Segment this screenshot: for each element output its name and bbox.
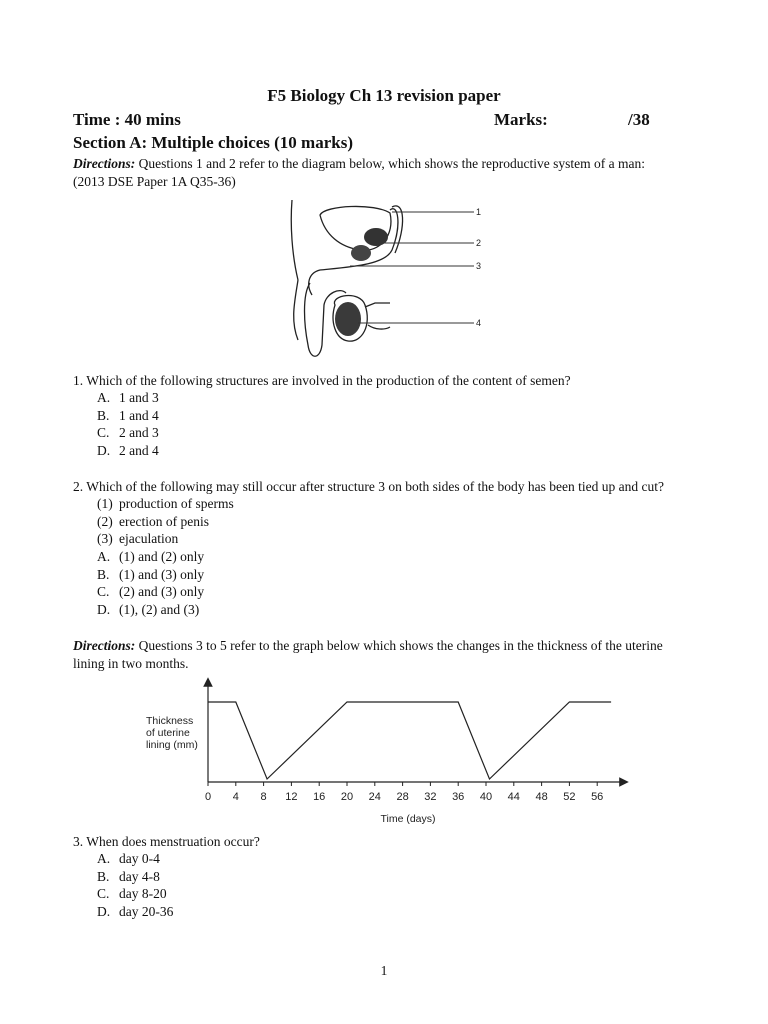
x-tick-label: 44	[507, 791, 520, 803]
q3-option-key: D.	[97, 903, 111, 919]
uterine-lining-chart	[140, 676, 630, 828]
q2-statement-key: (2)	[97, 513, 113, 529]
x-tick-label: 20	[340, 791, 354, 803]
q3-option-text: day 4-8	[119, 868, 160, 884]
directions-1	[73, 155, 713, 190]
q2-stem: 2. Which of the following may still occur after structure 3 on both sides of the body has been tied up and cut?	[73, 479, 664, 494]
q2-option-key: D.	[97, 601, 111, 617]
directions-label: Directions:	[73, 156, 136, 171]
directions-2	[73, 637, 733, 672]
q2-statement-2	[97, 514, 209, 530]
x-tick-label: 12	[285, 791, 298, 803]
q2-option-text: (1) and (3) only	[119, 566, 205, 582]
q1-stem: 1. Which of the following structures are involved in the production of the content of semen?	[73, 373, 571, 388]
q3-option-4	[97, 904, 173, 920]
page-number: 1	[380, 963, 388, 978]
q3-option-key: B.	[97, 868, 110, 884]
q1-option-2	[97, 408, 159, 424]
q1-option-4	[97, 443, 159, 459]
x-tick-label: 16	[313, 791, 326, 803]
q2-statement-text: erection of penis	[119, 513, 209, 529]
q1-option-text: 1 and 3	[119, 390, 159, 405]
section-a-heading: Section A: Multiple choices (10 marks)	[73, 133, 353, 152]
q2-statement-text: ejaculation	[119, 531, 179, 547]
q3-option-text: day 0-4	[119, 851, 160, 866]
q3-option-text: day 8-20	[119, 886, 167, 902]
q2-option-1	[97, 549, 204, 565]
q3-option-key: A.	[97, 851, 111, 866]
q2-option-key: C.	[97, 584, 110, 600]
x-tick-label: 48	[535, 791, 548, 803]
q2-statement-key: (1)	[97, 496, 113, 511]
q2-option-text: (2) and (3) only	[119, 584, 205, 600]
q2-option-2	[97, 567, 204, 583]
x-tick-label: 4	[232, 791, 239, 803]
x-tick-label: 28	[396, 791, 409, 803]
thickness-series-line	[208, 702, 611, 779]
y-axis-label-line-1: Thickness	[146, 715, 194, 727]
q2-statement-3	[97, 531, 178, 547]
q3-stem: 3. When does menstruation occur?	[73, 834, 260, 849]
q1-option-text: 2 and 4	[119, 442, 159, 458]
q3-option-2	[97, 869, 160, 885]
x-tick-label: 40	[479, 791, 493, 803]
x-tick-label: 32	[424, 791, 437, 803]
q2-option-3	[97, 584, 204, 600]
scrotum-edge	[365, 303, 390, 307]
testis	[335, 302, 361, 336]
marks-total: /38	[628, 110, 650, 129]
directions-text: Questions 3 to 5 refer to the graph below which shows the changes in the thickness of the uterine	[135, 638, 663, 653]
q1-option-key: B.	[97, 407, 110, 423]
q2-option-key: A.	[97, 549, 111, 564]
diagram-label-4: 4	[476, 318, 482, 328]
x-tick-label: 56	[591, 791, 604, 803]
q1-option-key: D.	[97, 442, 111, 458]
body-outline	[291, 200, 298, 280]
y-axis-label-line-3: lining (mm)	[146, 739, 198, 751]
reproductive-system-diagram	[280, 195, 500, 370]
q3-option-3	[97, 886, 167, 902]
q2-statement-key: (3)	[97, 531, 113, 547]
diagram-label-2: 2	[476, 238, 482, 248]
directions-text: Questions 1 and 2 refer to the diagram below, which shows the reproductive system of a man:	[135, 156, 645, 171]
y-axis-label-line-2: of uterine	[146, 727, 190, 739]
q1-option-3	[97, 425, 159, 441]
diagram-label-3: 3	[476, 261, 482, 271]
time-allowed: Time : 40 mins	[73, 110, 181, 129]
q1-option-text: 2 and 3	[119, 425, 159, 441]
diagram-label-1: 1	[476, 207, 482, 217]
directions-text-line2: lining in two months.	[73, 655, 189, 671]
q1-option-key: C.	[97, 425, 110, 441]
q1-option-1	[97, 390, 159, 406]
q1-option-key: A.	[97, 390, 111, 405]
q2-statement-1	[97, 496, 234, 512]
prostate-gland	[351, 245, 371, 261]
x-tick-label: 24	[368, 791, 381, 803]
marks-label: Marks:	[494, 110, 548, 129]
x-axis-label: Time (days)	[380, 813, 436, 825]
q2-option-text: (1) and (2) only	[119, 549, 205, 564]
x-tick-label: 36	[452, 791, 465, 803]
source-reference: (2013 DSE Paper 1A Q35-36)	[73, 173, 236, 189]
x-tick-label: 8	[260, 791, 267, 803]
page-title: F5 Biology Ch 13 revision paper	[267, 86, 501, 105]
x-tick-label: 52	[563, 791, 576, 803]
q2-option-key: B.	[97, 566, 110, 582]
q1-option-text: 1 and 4	[119, 407, 159, 423]
q3-option-key: C.	[97, 886, 110, 902]
q3-option-1	[97, 851, 160, 867]
thigh-outline	[294, 280, 298, 340]
x-tick-label: 0	[204, 791, 212, 803]
scrotum-edge-2	[368, 325, 390, 329]
directions-label: Directions:	[73, 638, 136, 653]
q2-statement-text: production of sperms	[119, 496, 234, 511]
q3-option-text: day 20-36	[119, 903, 174, 919]
q2-option-text: (1), (2) and (3)	[119, 601, 200, 617]
q2-option-4	[97, 602, 199, 618]
